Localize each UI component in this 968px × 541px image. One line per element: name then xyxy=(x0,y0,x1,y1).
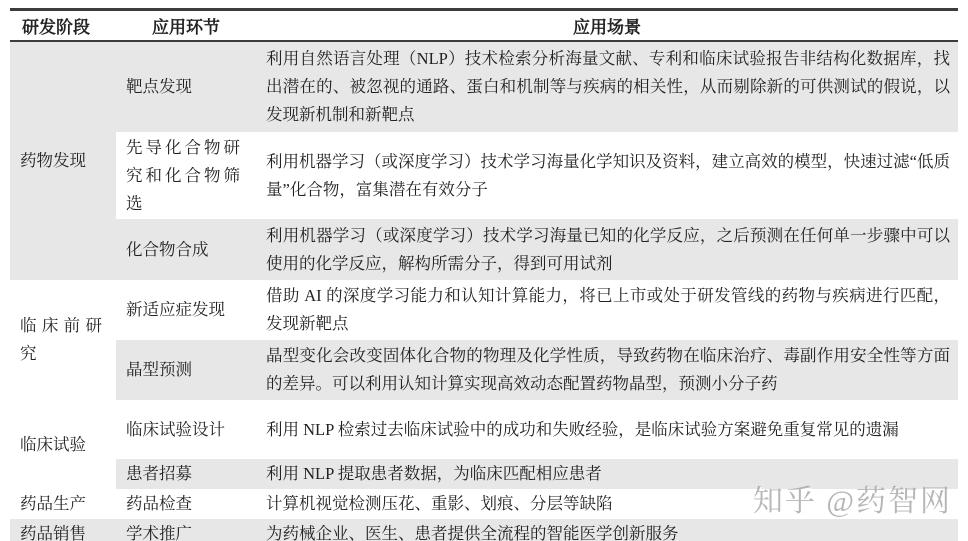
scenario-cell-patient-recruitment: 利用 NLP 提取患者数据，为临床匹配相应患者 xyxy=(256,459,958,489)
scenario-cell-crystal-prediction: 晶型变化会改变固体化合物的物理及化学性质，导致药物在临床治疗、毒副作用安全性等方面的差异。可以利用认知计算实现高效动态配置药物晶型，预测小分子药 xyxy=(256,340,958,400)
stage-cell-drug-sales: 药品销售 xyxy=(10,519,116,541)
table-row xyxy=(10,340,958,400)
link-cell-crystal-prediction: 晶型预测 xyxy=(116,340,256,400)
stage-cell-clinical-trial: 临床试验 xyxy=(20,434,86,454)
ai-drug-rd-table-wrap xyxy=(10,8,958,541)
table-row xyxy=(10,459,958,489)
table-row xyxy=(10,41,958,132)
scenario-cell-lead-compound: 利用机器学习（或深度学习）技术学习海量化学知识及资料，建立高效的模型，快速过滤“低质量”化合物，富集潜在有效分子 xyxy=(266,151,950,199)
link-cell-drug-inspection: 药品检查 xyxy=(126,494,192,513)
scenario-cell-target-discovery: 利用自然语言处理（NLP）技术检索分析海量文献、专利和临床试验报告非结构化数据库，找出潜在的、被忽视的通路、蛋白和机制等与疾病的相关性，从而剔除新的可供测试的假说，以发现新机制和新靶点 xyxy=(256,41,958,132)
header-link: 应用环节 xyxy=(152,18,220,37)
stage-cell-drug-production: 药品生产 xyxy=(20,494,86,513)
link-cell-compound-synthesis: 化合物合成 xyxy=(116,219,256,280)
link-cell-patient-recruitment: 患者招募 xyxy=(116,459,256,489)
table-row xyxy=(10,489,958,519)
table-row xyxy=(10,280,958,340)
scenario-cell-compound-synthesis: 利用机器学习（或深度学习）技术学习海量已知的化学反应，之后预测在任何单一步骤中可以使用的化学反应，解构所需分子，得到可用试剂 xyxy=(256,219,958,280)
table-row xyxy=(10,519,958,541)
header-scenario: 应用场景 xyxy=(573,18,641,37)
table-row xyxy=(10,219,958,280)
link-cell-new-indication: 新适应症发现 xyxy=(126,300,225,319)
link-cell-trial-design: 临床试验设计 xyxy=(126,419,225,439)
ai-drug-rd-table xyxy=(10,8,958,541)
link-cell-academic-promotion: 学术推广 xyxy=(116,519,256,541)
header-row xyxy=(10,10,958,42)
scenario-cell-new-indication: 借助 AI 的深度学习能力和认知计算能力，将已上市或处于研发管线的药物与疾病进行匹配，发现新靶点 xyxy=(266,286,950,333)
link-cell-target-discovery: 靶点发现 xyxy=(116,41,256,132)
stage-cell-preclinical: 临床前研究 xyxy=(20,316,102,363)
table-row xyxy=(10,132,958,219)
zhihu-watermark: 知乎 @药智网 xyxy=(752,485,952,518)
header-stage: 研发阶段 xyxy=(22,18,90,37)
scenario-cell-trial-design: 利用 NLP 检索过去临床试验中的成功和失败经验，是临床试验方案避免重复常见的遗漏 xyxy=(266,419,899,439)
scenario-cell-drug-inspection: 计算机视觉检测压花、重影、划痕、分层等缺陷 xyxy=(266,494,613,513)
table-row xyxy=(10,400,958,459)
link-cell-lead-compound: 先导化合物研究和化合物筛选 xyxy=(126,137,240,213)
stage-cell-drug-discovery: 药物发现 xyxy=(10,41,116,280)
scenario-cell-academic-promotion: 为药械企业、医生、患者提供全流程的智能医学创新服务 xyxy=(256,519,958,541)
